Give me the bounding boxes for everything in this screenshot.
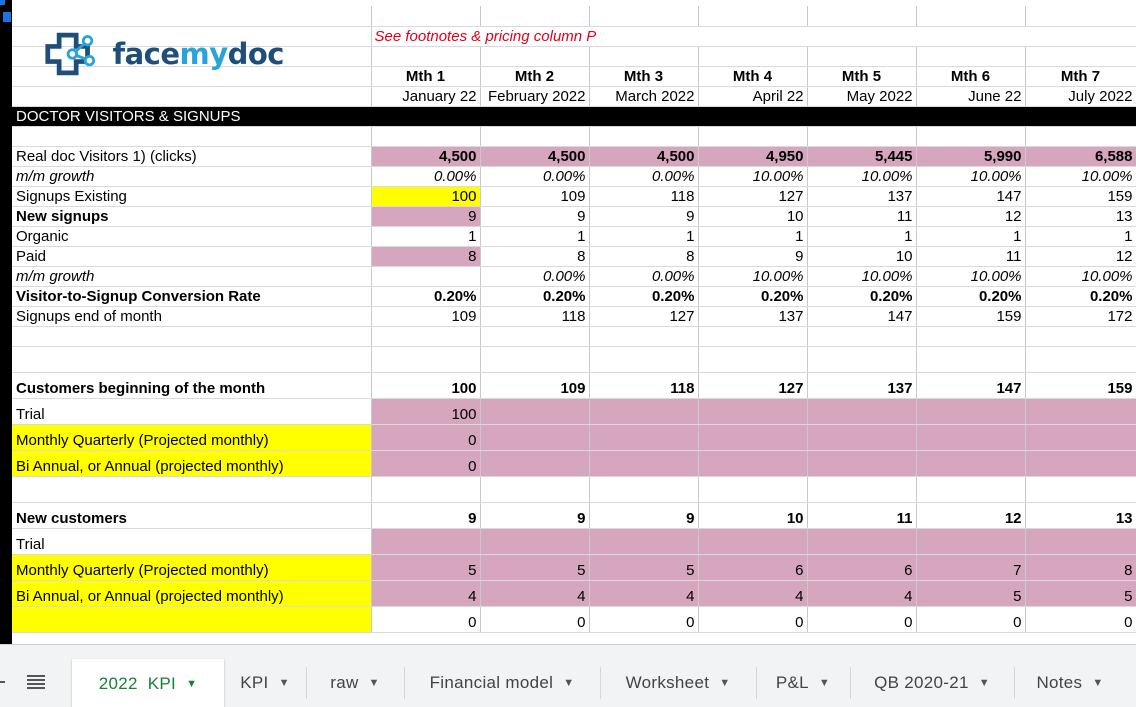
facemydoc-logo: [44, 28, 284, 80]
table-row: [12, 286, 1136, 306]
value-cell[interactable]: 0: [371, 424, 480, 450]
cell[interactable]: [589, 6, 698, 26]
sheet-tab[interactable]: [850, 657, 1014, 707]
value-cell[interactable]: [916, 450, 1025, 476]
section-header[interactable]: DOCTOR VISITORS & SIGNUPS: [12, 106, 1136, 126]
sheet-tab[interactable]: [756, 657, 850, 707]
tab-separator: [600, 667, 601, 699]
value-cell[interactable]: 0.00%: [480, 266, 589, 286]
cell[interactable]: [698, 126, 807, 146]
value-cell[interactable]: 137: [807, 186, 916, 206]
row-label[interactable]: m/m growth: [12, 266, 371, 286]
sheet-tab-bar: [0, 644, 1136, 707]
row-label[interactable]: New customers: [12, 502, 371, 528]
cell[interactable]: [589, 346, 698, 372]
sheet-tab[interactable]: [306, 657, 404, 707]
footnote-note[interactable]: See footnotes & pricing column P: [371, 26, 1136, 46]
value-cell[interactable]: [589, 398, 698, 424]
table-row: [12, 226, 1136, 246]
row-label[interactable]: Signups Existing: [12, 186, 371, 206]
value-cell[interactable]: 118: [589, 186, 698, 206]
row-label[interactable]: Monthly Quarterly (Projected monthly): [12, 554, 371, 580]
value-cell[interactable]: 8: [1025, 554, 1136, 580]
cell[interactable]: [371, 46, 480, 66]
cell[interactable]: [698, 326, 807, 346]
logo-text-face: face: [112, 37, 180, 71]
value-cell[interactable]: [1025, 450, 1136, 476]
value-cell[interactable]: 0: [807, 606, 916, 632]
tab-dropdown-icon[interactable]: ▼: [978, 676, 990, 689]
table-row: [12, 398, 1136, 424]
value-cell[interactable]: 1: [589, 226, 698, 246]
value-cell[interactable]: [916, 398, 1025, 424]
month-date[interactable]: June 22: [916, 86, 1025, 106]
value-cell[interactable]: [698, 450, 807, 476]
value-cell[interactable]: 9: [480, 206, 589, 226]
sheet-tab-label: 2022 KPI: [98, 673, 177, 693]
sheet-tab[interactable]: [72, 659, 224, 707]
value-cell[interactable]: 12: [1025, 246, 1136, 266]
value-cell[interactable]: 4: [371, 580, 480, 606]
value-cell[interactable]: 9: [371, 502, 480, 528]
value-cell[interactable]: 127: [589, 306, 698, 326]
value-cell[interactable]: 10.00%: [807, 266, 916, 286]
value-cell[interactable]: [371, 266, 480, 286]
row-label[interactable]: Real doc Visitors 1) (clicks): [12, 146, 371, 166]
cell[interactable]: [807, 346, 916, 372]
cell[interactable]: [698, 46, 807, 66]
value-cell[interactable]: 109: [371, 306, 480, 326]
value-cell[interactable]: 11: [916, 246, 1025, 266]
table-row: [12, 186, 1136, 206]
row-label[interactable]: Organic: [12, 226, 371, 246]
cell[interactable]: [371, 326, 480, 346]
row-label[interactable]: Visitor-to-Signup Conversion Rate: [12, 286, 371, 306]
value-cell[interactable]: 159: [1025, 372, 1136, 398]
value-cell[interactable]: 9: [698, 246, 807, 266]
table-row: [12, 554, 1136, 580]
month-header[interactable]: Mth 5: [807, 66, 916, 86]
cell[interactable]: [12, 476, 371, 502]
value-cell[interactable]: 11: [807, 206, 916, 226]
value-cell[interactable]: 9: [371, 206, 480, 226]
value-cell[interactable]: 0.20%: [807, 286, 916, 306]
cell[interactable]: [916, 46, 1025, 66]
value-cell[interactable]: 127: [698, 186, 807, 206]
value-cell[interactable]: 0.20%: [589, 286, 698, 306]
table-row: [12, 246, 1136, 266]
cell[interactable]: [480, 476, 589, 502]
table-row: [12, 424, 1136, 450]
row-label[interactable]: Paid: [12, 246, 371, 266]
value-cell[interactable]: 1: [371, 226, 480, 246]
value-cell[interactable]: 10: [698, 502, 807, 528]
row-label[interactable]: [12, 606, 371, 632]
value-cell[interactable]: [589, 528, 698, 554]
logo-wordmark: [112, 37, 284, 71]
cell[interactable]: [480, 346, 589, 372]
cell[interactable]: [371, 346, 480, 372]
value-cell[interactable]: 10.00%: [807, 166, 916, 186]
value-cell[interactable]: 0.00%: [589, 266, 698, 286]
table-row: [12, 606, 1136, 632]
value-cell[interactable]: 137: [807, 372, 916, 398]
cell[interactable]: [12, 346, 371, 372]
value-cell[interactable]: 0.20%: [916, 286, 1025, 306]
scroll-left-icon[interactable]: [0, 681, 5, 683]
cell[interactable]: [698, 346, 807, 372]
table-row: [12, 580, 1136, 606]
value-cell[interactable]: 109: [480, 186, 589, 206]
value-cell[interactable]: 0: [371, 450, 480, 476]
value-cell[interactable]: 0.20%: [480, 286, 589, 306]
sheet-tab-label: Worksheet: [625, 672, 710, 692]
value-cell[interactable]: 7: [916, 554, 1025, 580]
value-cell[interactable]: 9: [589, 206, 698, 226]
month-date[interactable]: February 2022: [480, 86, 589, 106]
cell[interactable]: [589, 46, 698, 66]
cell[interactable]: [916, 126, 1025, 146]
tab-dropdown-icon[interactable]: ▼: [563, 676, 575, 689]
table-row: [12, 266, 1136, 286]
value-cell[interactable]: 13: [1025, 502, 1136, 528]
tab-separator: [404, 667, 405, 699]
value-cell[interactable]: 4,950: [698, 146, 807, 166]
cell[interactable]: [807, 46, 916, 66]
value-cell[interactable]: 0: [916, 606, 1025, 632]
value-cell[interactable]: 0: [1025, 606, 1136, 632]
value-cell[interactable]: 10: [698, 206, 807, 226]
row-label[interactable]: Signups end of month: [12, 306, 371, 326]
value-cell[interactable]: 127: [698, 372, 807, 398]
cell[interactable]: [589, 326, 698, 346]
cell[interactable]: [916, 6, 1025, 26]
value-cell[interactable]: [916, 528, 1025, 554]
row-label[interactable]: Bi Annual, or Annual (projected monthly): [12, 450, 371, 476]
value-cell[interactable]: 6: [807, 554, 916, 580]
value-cell[interactable]: 118: [589, 372, 698, 398]
cell[interactable]: [371, 126, 480, 146]
cell[interactable]: [807, 126, 916, 146]
month-header[interactable]: Mth 1: [371, 66, 480, 86]
value-cell[interactable]: 147: [916, 372, 1025, 398]
cell[interactable]: [1025, 126, 1136, 146]
value-cell[interactable]: [589, 450, 698, 476]
cell[interactable]: [12, 326, 371, 346]
month-header[interactable]: Mth 6: [916, 66, 1025, 86]
value-cell[interactable]: 0.00%: [480, 166, 589, 186]
table-row: [12, 166, 1136, 186]
sheet-tab[interactable]: [1014, 657, 1126, 707]
month-date[interactable]: March 2022: [589, 86, 698, 106]
tab-separator: [850, 667, 851, 699]
value-cell[interactable]: 159: [1025, 186, 1136, 206]
value-cell[interactable]: 6,588: [1025, 146, 1136, 166]
value-cell[interactable]: 100: [371, 372, 480, 398]
month-date[interactable]: January 22: [371, 86, 480, 106]
value-cell[interactable]: 100: [371, 398, 480, 424]
table-row: [12, 372, 1136, 398]
table-row: [12, 206, 1136, 226]
value-cell[interactable]: 10.00%: [916, 166, 1025, 186]
value-cell[interactable]: 4: [589, 580, 698, 606]
cell[interactable]: [698, 6, 807, 26]
all-sheets-menu-icon[interactable]: [27, 675, 45, 689]
value-cell[interactable]: 9: [480, 502, 589, 528]
value-cell[interactable]: 10.00%: [698, 266, 807, 286]
value-cell[interactable]: 10.00%: [698, 166, 807, 186]
value-cell[interactable]: 12: [916, 206, 1025, 226]
row-label[interactable]: Trial: [12, 398, 371, 424]
value-cell[interactable]: 4: [807, 580, 916, 606]
row-label[interactable]: New signups: [12, 206, 371, 226]
value-cell[interactable]: [807, 528, 916, 554]
table-row: [12, 146, 1136, 166]
value-cell[interactable]: 10.00%: [916, 266, 1025, 286]
selection-handle[interactable]: [3, 12, 11, 22]
value-cell[interactable]: 5,990: [916, 146, 1025, 166]
cell[interactable]: [480, 126, 589, 146]
table-row: [12, 450, 1136, 476]
value-cell[interactable]: 0: [480, 606, 589, 632]
month-header[interactable]: Mth 7: [1025, 66, 1136, 86]
value-cell[interactable]: 4: [480, 580, 589, 606]
value-cell[interactable]: 13: [1025, 206, 1136, 226]
cell[interactable]: [1025, 476, 1136, 502]
cell[interactable]: [12, 126, 371, 146]
sheet-tab-label: Financial model: [429, 672, 554, 692]
value-cell[interactable]: [1025, 398, 1136, 424]
logo-text-my: my: [179, 37, 228, 71]
value-cell[interactable]: 1: [1025, 226, 1136, 246]
value-cell[interactable]: 0.00%: [371, 166, 480, 186]
corner-select-handle[interactable]: [0, 0, 5, 5]
cell[interactable]: [12, 6, 371, 26]
cell[interactable]: [1025, 326, 1136, 346]
table-row: [12, 502, 1136, 528]
sheet-tab[interactable]: [224, 657, 306, 707]
row-header-bar: [0, 0, 12, 644]
value-cell[interactable]: 1: [480, 226, 589, 246]
value-cell[interactable]: 5: [589, 554, 698, 580]
value-cell[interactable]: 1: [698, 226, 807, 246]
sheet-tab[interactable]: [404, 657, 600, 707]
tab-dropdown-icon[interactable]: ▼: [368, 676, 380, 689]
value-cell[interactable]: [371, 528, 480, 554]
value-cell[interactable]: 0.20%: [698, 286, 807, 306]
cell[interactable]: [807, 326, 916, 346]
value-cell[interactable]: [698, 398, 807, 424]
row-label[interactable]: Customers beginning of the month: [12, 372, 371, 398]
logo-text-doc: doc: [227, 37, 284, 71]
sheet-tab-label: Notes: [1036, 672, 1083, 692]
month-date[interactable]: April 22: [698, 86, 807, 106]
cell[interactable]: [480, 46, 589, 66]
table-row: [12, 306, 1136, 326]
value-cell[interactable]: 10: [807, 246, 916, 266]
tab-dropdown-icon[interactable]: ▼: [818, 676, 831, 689]
cell[interactable]: [12, 86, 371, 106]
logo-cross-icon: [44, 28, 106, 80]
value-cell[interactable]: 8: [371, 246, 480, 266]
row-label[interactable]: m/m growth: [12, 166, 371, 186]
cell[interactable]: [589, 126, 698, 146]
cell[interactable]: [1025, 6, 1136, 26]
cell[interactable]: [916, 476, 1025, 502]
value-cell[interactable]: [1025, 528, 1136, 554]
value-cell[interactable]: 0.20%: [1025, 286, 1136, 306]
cell[interactable]: [480, 326, 589, 346]
value-cell[interactable]: 0: [589, 606, 698, 632]
sheet-tab[interactable]: [600, 657, 756, 707]
value-cell[interactable]: 12: [916, 502, 1025, 528]
month-header[interactable]: Mth 2: [480, 66, 589, 86]
value-cell[interactable]: [480, 398, 589, 424]
value-cell[interactable]: [916, 424, 1025, 450]
value-cell[interactable]: 8: [480, 246, 589, 266]
sheet-tab-label: KPI: [240, 672, 269, 692]
value-cell[interactable]: 10.00%: [1025, 166, 1136, 186]
tab-separator: [306, 667, 307, 699]
value-cell[interactable]: 147: [916, 186, 1025, 206]
cell[interactable]: [1025, 346, 1136, 372]
value-cell[interactable]: 1: [807, 226, 916, 246]
kpi-table: [12, 6, 1136, 633]
value-cell[interactable]: [589, 424, 698, 450]
value-cell[interactable]: 159: [916, 306, 1025, 326]
value-cell[interactable]: 9: [589, 502, 698, 528]
value-cell[interactable]: 5: [371, 554, 480, 580]
value-cell[interactable]: 147: [807, 306, 916, 326]
cell[interactable]: [916, 326, 1025, 346]
cell[interactable]: [371, 6, 480, 26]
value-cell[interactable]: 10.00%: [1025, 266, 1136, 286]
value-cell[interactable]: 0.00%: [589, 166, 698, 186]
value-cell[interactable]: 118: [480, 306, 589, 326]
tab-separator: [1014, 667, 1015, 699]
value-cell[interactable]: 5,445: [807, 146, 916, 166]
month-header[interactable]: Mth 3: [589, 66, 698, 86]
value-cell[interactable]: [807, 398, 916, 424]
value-cell[interactable]: 0.20%: [371, 286, 480, 306]
tab-dropdown-icon[interactable]: ▼: [186, 677, 198, 690]
value-cell[interactable]: 4,500: [589, 146, 698, 166]
value-cell[interactable]: 6: [698, 554, 807, 580]
cell[interactable]: [916, 346, 1025, 372]
value-cell[interactable]: 5: [916, 580, 1025, 606]
tab-dropdown-icon[interactable]: ▼: [1092, 676, 1104, 689]
value-cell[interactable]: [698, 528, 807, 554]
value-cell[interactable]: 11: [807, 502, 916, 528]
cell[interactable]: [371, 476, 480, 502]
cell[interactable]: [589, 476, 698, 502]
cell[interactable]: [698, 476, 807, 502]
value-cell[interactable]: 4: [698, 580, 807, 606]
sheet-tab-label: raw: [330, 672, 359, 692]
cell[interactable]: [807, 6, 916, 26]
value-cell[interactable]: [480, 424, 589, 450]
value-cell[interactable]: 4,500: [371, 146, 480, 166]
value-cell[interactable]: 0: [371, 606, 480, 632]
cell[interactable]: [480, 6, 589, 26]
value-cell[interactable]: 137: [698, 306, 807, 326]
value-cell[interactable]: 5: [480, 554, 589, 580]
table-row: [12, 528, 1136, 554]
sheet-tab-label: P&L: [775, 672, 809, 692]
month-date[interactable]: July 2022: [1025, 86, 1136, 106]
value-cell[interactable]: [807, 424, 916, 450]
value-cell[interactable]: [807, 450, 916, 476]
value-cell[interactable]: [480, 450, 589, 476]
month-header[interactable]: Mth 4: [698, 66, 807, 86]
row-label[interactable]: Trial: [12, 528, 371, 554]
value-cell[interactable]: 5: [1025, 580, 1136, 606]
month-date[interactable]: May 2022: [807, 86, 916, 106]
tab-separator: [756, 667, 757, 699]
value-cell[interactable]: 1: [916, 226, 1025, 246]
value-cell[interactable]: 109: [480, 372, 589, 398]
value-cell[interactable]: [480, 528, 589, 554]
row-label[interactable]: Bi Annual, or Annual (projected monthly): [12, 580, 371, 606]
cell[interactable]: [807, 476, 916, 502]
value-cell[interactable]: [1025, 424, 1136, 450]
sheet-tab-label: QB 2020-21: [874, 672, 969, 692]
tab-dropdown-icon[interactable]: ▼: [278, 676, 290, 689]
value-cell[interactable]: 0: [698, 606, 807, 632]
cell[interactable]: [1025, 46, 1136, 66]
value-cell[interactable]: 100: [371, 186, 480, 206]
tab-dropdown-icon[interactable]: ▼: [719, 676, 731, 689]
value-cell[interactable]: 8: [589, 246, 698, 266]
row-label[interactable]: Monthly Quarterly (Projected monthly): [12, 424, 371, 450]
value-cell[interactable]: 172: [1025, 306, 1136, 326]
value-cell[interactable]: 4,500: [480, 146, 589, 166]
value-cell[interactable]: [698, 424, 807, 450]
